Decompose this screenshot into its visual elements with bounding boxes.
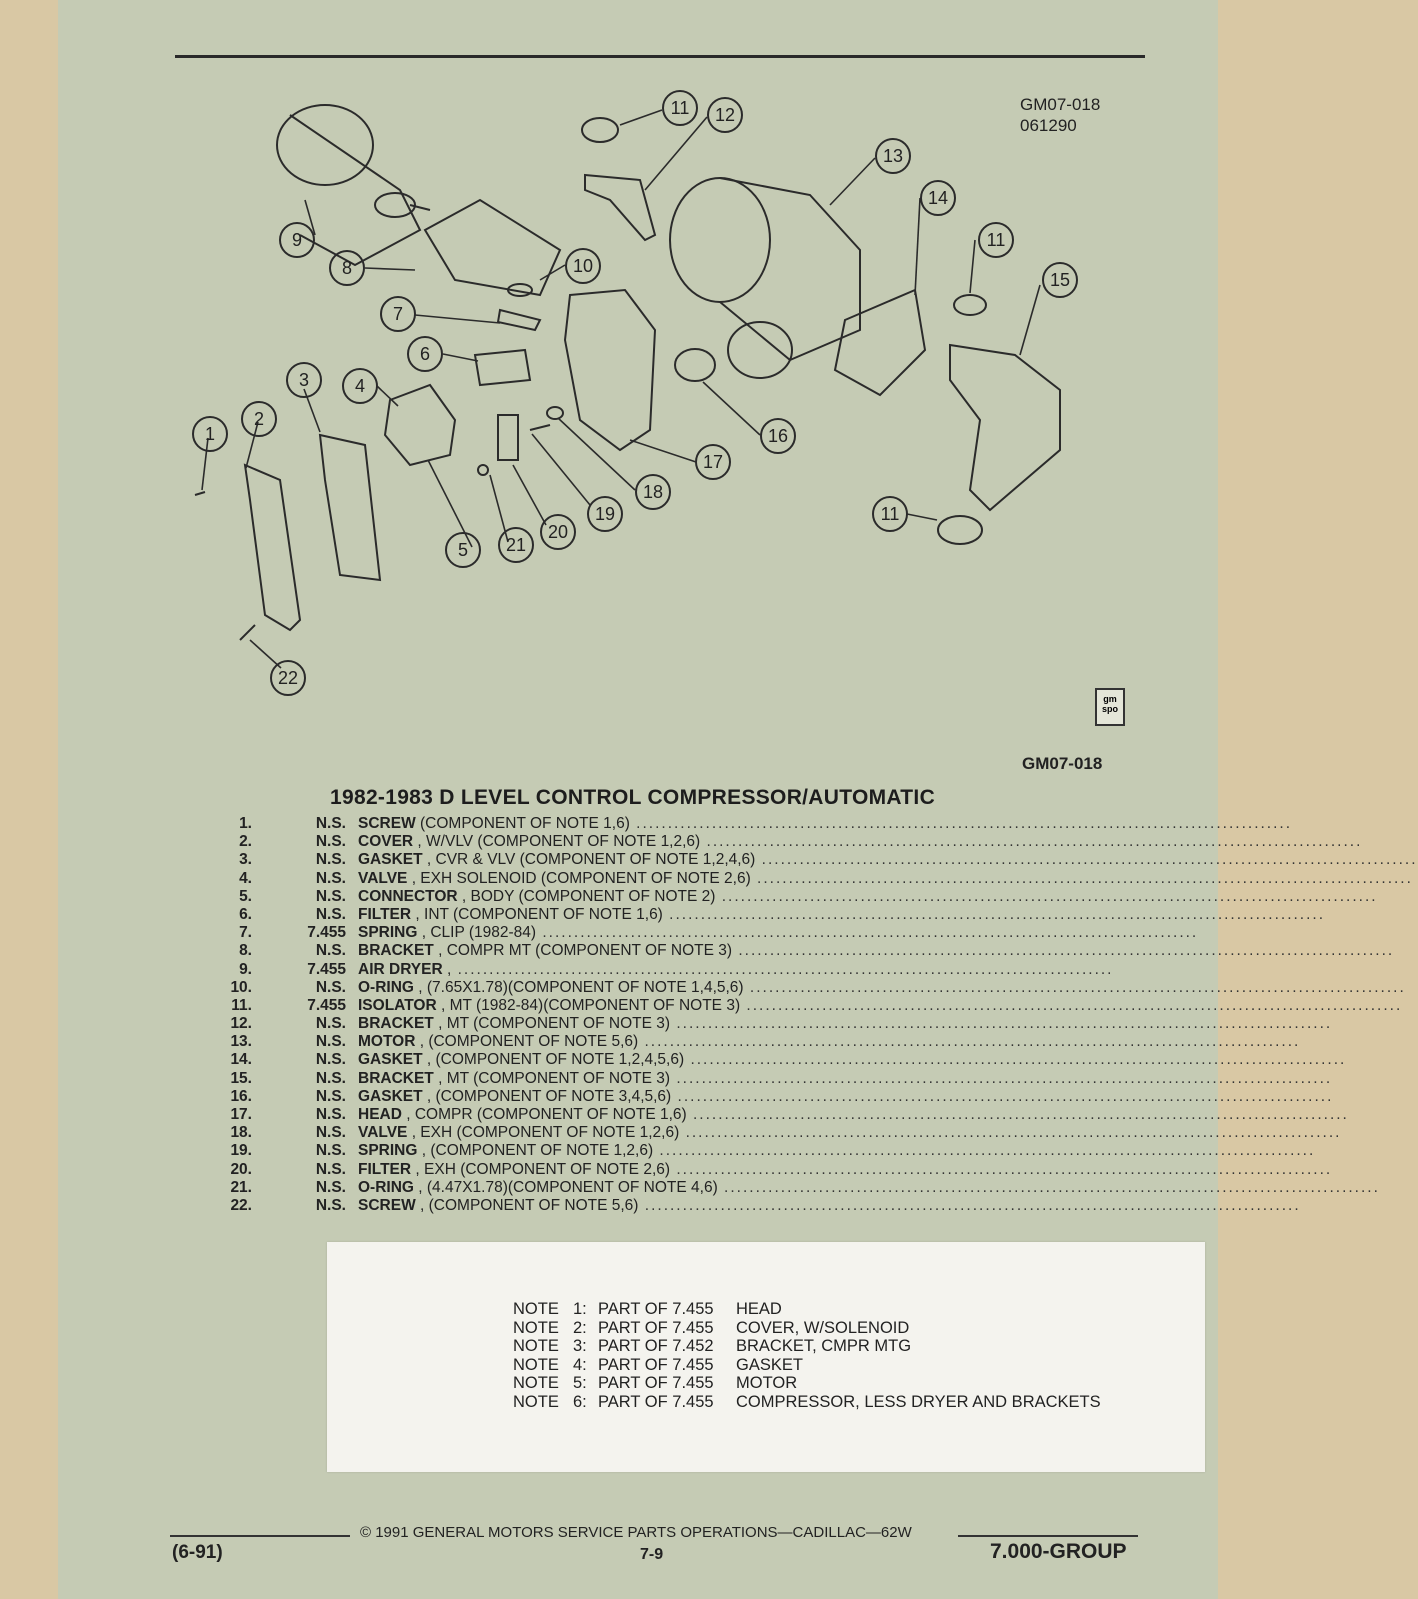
part-name: SCREW [358, 1196, 416, 1214]
part-group: N.S. [315, 1124, 346, 1142]
part-row [218, 978, 1406, 997]
part-row [218, 1178, 1380, 1197]
svg-text:11: 11 [670, 98, 690, 118]
svg-text:11: 11 [986, 230, 1006, 250]
cover-drawing [245, 465, 300, 630]
footer-rule-right [958, 1535, 1138, 1537]
part-number: 7. [239, 924, 252, 942]
note-number: 1: [573, 1300, 587, 1318]
part-group: N.S. [315, 1015, 346, 1033]
callout-15 [1043, 263, 1077, 297]
part-description [358, 942, 1395, 960]
part-name: BRACKET [358, 1069, 434, 1087]
callout-7 [381, 297, 415, 331]
part-description [358, 851, 1418, 869]
part-row [218, 924, 1199, 942]
note-part: PART OF 7.455 [598, 1355, 714, 1374]
oring-21-drawing [478, 465, 488, 475]
svg-text:22: 22 [277, 668, 299, 688]
part-name: SCREW [358, 815, 416, 832]
leader-dots: ........................................................................................................ [715, 887, 1378, 905]
part-detail: , (COMPONENT OF NOTE 5,6) [415, 1033, 639, 1051]
part-row [218, 851, 1418, 869]
callout-11-top [663, 91, 697, 125]
svg-text:21: 21 [505, 535, 527, 555]
leader-dots: ........................................................................................................ [662, 905, 1326, 923]
part-number: 22. [230, 1196, 252, 1214]
part-number: 10. [230, 978, 252, 996]
leader-dots: ........................................................................................................ [732, 942, 1395, 960]
part-group: N.S. [315, 1142, 346, 1160]
part-detail: , (7.65X1.78)(COMPONENT OF NOTE 1,4,5,6) [413, 978, 744, 996]
part-name: GASKET [358, 851, 423, 869]
solenoid-valve-drawing [385, 385, 455, 465]
part-description [358, 1178, 1380, 1197]
callout-13 [876, 139, 910, 173]
svg-text:1: 1 [204, 424, 216, 444]
spring-19-drawing [530, 425, 550, 430]
part-detail: , MT (1982-84)(COMPONENT OF NOTE 3) [436, 996, 741, 1014]
svg-text:10: 10 [572, 256, 594, 276]
gasket-14-drawing [835, 290, 925, 395]
svg-text:9: 9 [291, 230, 303, 250]
part-row [218, 996, 1403, 1015]
leader-dots: ........................................................................................................ [740, 996, 1403, 1014]
callout-2 [242, 402, 276, 436]
callout-10 [566, 249, 600, 283]
part-row [218, 1124, 1342, 1142]
svg-text:4: 4 [354, 376, 366, 396]
svg-text:20: 20 [547, 522, 569, 542]
leader-dots: ........................................................................................................ [679, 1124, 1342, 1142]
part-detail: , (COMPONENT OF NOTE 1,2,4,5,6) [422, 1051, 685, 1069]
part-description [358, 869, 1413, 888]
svg-text:5: 5 [457, 540, 469, 560]
callout-5 [446, 533, 480, 567]
part-name: GASKET [358, 1051, 423, 1069]
part-name: CONNECTOR [358, 887, 458, 905]
part-description [358, 924, 1199, 942]
callout-12 [708, 98, 742, 132]
part-name: BRACKET [358, 1015, 434, 1033]
leader-dots: ........................................................................................................ [686, 1106, 1349, 1123]
part-description [358, 1033, 1301, 1051]
svg-text:6: 6 [419, 344, 431, 364]
notes-list [513, 1300, 1101, 1411]
callout-14 [921, 181, 955, 215]
part-detail: , MT (COMPONENT OF NOTE 3) [433, 1069, 671, 1087]
footer-rule-left [170, 1535, 350, 1537]
part-group: 7.455 [307, 924, 346, 942]
part-description [358, 960, 1114, 979]
callout-18 [636, 475, 670, 509]
leader-dots: ........................................................................................................ [671, 1087, 1334, 1105]
note-row [513, 1356, 1101, 1375]
part-description [358, 905, 1326, 924]
part-number: 5. [239, 887, 252, 905]
note-number: 3: [573, 1337, 587, 1355]
leader-dots: ........................................................................................................ [670, 1069, 1333, 1087]
part-detail: (COMPONENT OF NOTE 1,6) [415, 815, 630, 832]
part-group: N.S. [315, 905, 346, 923]
note-description: HEAD [736, 1300, 782, 1318]
part-name: GASKET [358, 1087, 423, 1105]
leader-dots: ........................................................................................................ [629, 815, 1293, 832]
part-row [218, 833, 1363, 851]
part-detail: , EXH (COMPONENT OF NOTE 1,2,6) [407, 1124, 680, 1142]
part-row [218, 1160, 1333, 1179]
svg-text:17: 17 [702, 452, 724, 472]
isolator-top-drawing [582, 118, 618, 142]
part-name: FILTER [358, 905, 412, 923]
part-group: N.S. [315, 815, 346, 832]
leader-dots: ........................................................................................................ [755, 851, 1418, 869]
part-number: 15. [230, 1069, 252, 1087]
svg-text:13: 13 [882, 146, 904, 166]
isolator-mid-drawing [954, 295, 986, 315]
part-detail: , EXH SOLENOID (COMPONENT OF NOTE 2,6) [407, 869, 751, 887]
part-number: 17. [230, 1106, 252, 1123]
gm-spo-logo: gm spo [1095, 688, 1125, 726]
note-description: GASKET [736, 1355, 803, 1374]
part-group: N.S. [315, 833, 346, 851]
part-group: N.S. [315, 887, 346, 905]
top-rule [175, 55, 1145, 58]
part-name: HEAD [358, 1106, 402, 1123]
svg-text:2: 2 [253, 409, 265, 429]
part-name: O-RING [358, 978, 414, 996]
exploded-parts-diagram [180, 80, 1120, 700]
part-name: VALVE [358, 869, 408, 887]
part-group: N.S. [315, 1051, 346, 1069]
filter-20-drawing [498, 415, 518, 460]
notes-box [327, 1242, 1205, 1472]
leader-dots: ........................................................................................................ [536, 924, 1199, 942]
svg-text:15: 15 [1049, 270, 1071, 290]
part-group: N.S. [315, 978, 346, 996]
part-row [218, 1196, 1301, 1215]
part-detail: , (COMPONENT OF NOTE 5,6) [415, 1196, 639, 1214]
part-number: 12. [230, 1015, 252, 1033]
svg-text:14: 14 [927, 188, 949, 208]
part-number: 6. [239, 905, 252, 923]
part-detail: , COMPR MT (COMPONENT OF NOTE 3) [433, 942, 733, 960]
part-number: 20. [230, 1160, 252, 1178]
part-name: SPRING [358, 924, 418, 942]
callout-21 [499, 528, 533, 562]
part-number: 21. [230, 1178, 252, 1196]
part-group: N.S. [315, 1069, 346, 1087]
part-detail: , BODY (COMPONENT OF NOTE 2) [457, 887, 716, 905]
callout-circles [193, 91, 1077, 695]
leader-dots: ........................................................................................................ [638, 1196, 1301, 1214]
part-group: N.S. [315, 1087, 346, 1105]
note-row [513, 1319, 1101, 1338]
part-row [218, 1142, 1316, 1160]
svg-text:19: 19 [594, 504, 616, 524]
part-description [358, 887, 1378, 906]
part-detail: , CVR & VLV (COMPONENT OF NOTE 1,2,4,6) [422, 851, 756, 869]
part-row [218, 905, 1326, 924]
leader-dots: ........................................................................................................ [717, 1178, 1380, 1196]
callout-11-bottom [873, 497, 907, 531]
part-description [358, 978, 1406, 997]
leader-lines [202, 110, 1040, 668]
note-part: PART OF 7.452 [598, 1337, 714, 1355]
part-number: 11. [231, 996, 252, 1014]
note-description: COMPRESSOR, LESS DRYER AND BRACKETS [736, 1392, 1101, 1411]
part-name: O-RING [358, 1178, 414, 1196]
part-number: 9. [239, 960, 252, 978]
part-detail: , CLIP (1982-84) [417, 924, 537, 942]
part-group: N.S. [315, 851, 346, 869]
note-number: 6: [573, 1392, 587, 1411]
leader-dots: ........................................................................................................ [653, 1142, 1316, 1160]
part-group: 7.455 [307, 960, 346, 978]
svg-text:18: 18 [642, 482, 664, 502]
part-number: 3. [239, 851, 252, 869]
page-title: 1982-1983 D LEVEL CONTROL COMPRESSOR/AUTOMATIC [330, 786, 936, 809]
gasket-16-drawing [675, 349, 715, 381]
parts-list [218, 815, 1418, 1215]
part-description [358, 1087, 1334, 1106]
part-number: 8. [239, 942, 252, 960]
leader-dots: ........................................................................................................ [700, 833, 1363, 851]
part-description [358, 1069, 1333, 1088]
isolator-bottom-drawing [938, 516, 982, 544]
part-description [358, 1160, 1333, 1179]
part-group: N.S. [315, 1196, 346, 1214]
part-number: 14. [230, 1051, 252, 1069]
part-row [218, 869, 1413, 888]
part-detail: , COMPR (COMPONENT OF NOTE 1,6) [401, 1106, 687, 1123]
svg-text:12: 12 [714, 105, 736, 125]
part-detail: , (COMPONENT OF NOTE 1,2,6) [417, 1142, 654, 1160]
part-number: 2. [239, 833, 252, 851]
part-name: VALVE [358, 1124, 408, 1142]
valve-18-drawing [547, 407, 563, 419]
part-row [218, 1069, 1333, 1088]
part-name: COVER [358, 833, 414, 851]
part-detail: , (4.47X1.78)(COMPONENT OF NOTE 4,6) [413, 1178, 718, 1196]
part-group: N.S. [315, 1106, 346, 1123]
note-row [513, 1374, 1101, 1393]
part-number: 1. [239, 815, 252, 832]
spring-clip-drawing [498, 310, 540, 330]
part-name: BRACKET [358, 942, 434, 960]
reference-date: 061290 [1020, 116, 1077, 135]
part-description [358, 1051, 1347, 1069]
part-name: MOTOR [358, 1033, 416, 1051]
part-description [358, 1124, 1342, 1142]
motor-drawing [670, 178, 860, 378]
note-part: PART OF 7.455 [598, 1392, 714, 1411]
part-group: 7.455 [307, 996, 346, 1014]
part-detail: , (COMPONENT OF NOTE 3,4,5,6) [422, 1087, 672, 1105]
callout-11-mid [979, 223, 1013, 257]
callout-16 [761, 419, 795, 453]
part-group: N.S. [315, 1178, 346, 1196]
filter-6-drawing [475, 350, 530, 385]
note-label: NOTE [513, 1300, 559, 1318]
callout-19 [588, 497, 622, 531]
note-part: PART OF 7.455 [598, 1318, 714, 1337]
callout-20 [541, 515, 575, 549]
leader-dots: ........................................................................................................ [743, 978, 1406, 996]
part-name: ISOLATOR [358, 996, 437, 1014]
part-group: N.S. [315, 1160, 346, 1178]
part-detail: , MT (COMPONENT OF NOTE 3) [433, 1015, 671, 1033]
callout-6 [408, 337, 442, 371]
svg-text:16: 16 [767, 426, 789, 446]
note-description: MOTOR [736, 1374, 798, 1392]
part-group: N.S. [315, 942, 346, 960]
part-name: AIR DRYER [358, 960, 443, 978]
part-row [218, 1015, 1333, 1033]
part-description [358, 1142, 1316, 1160]
note-label: NOTE [513, 1337, 559, 1355]
part-row [218, 1033, 1301, 1051]
part-row [218, 960, 1114, 979]
note-row [513, 1300, 1101, 1319]
footer-group: 7.000-GROUP [990, 1540, 1127, 1563]
part-description [358, 833, 1363, 851]
svg-text:7: 7 [392, 304, 404, 324]
note-number: 2: [573, 1318, 587, 1337]
note-label: NOTE [513, 1392, 559, 1411]
part-row [218, 1087, 1334, 1106]
note-number: 4: [573, 1355, 587, 1374]
note-description: COVER, W/SOLENOID [736, 1318, 910, 1337]
svg-text:11: 11 [880, 504, 900, 524]
part-description [358, 1015, 1333, 1033]
footer-copyright: © 1991 GENERAL MOTORS SERVICE PARTS OPERATIONS—CADILLAC—62W [360, 1524, 912, 1541]
screws-drawing [195, 492, 255, 640]
callout-4 [343, 369, 377, 403]
part-number: 18. [230, 1124, 252, 1142]
part-detail: , W/VLV (COMPONENT OF NOTE 1,2,6) [413, 833, 701, 851]
note-label: NOTE [513, 1374, 559, 1392]
part-detail: , [442, 960, 452, 978]
note-row [513, 1393, 1101, 1412]
callout-22 [271, 661, 305, 695]
leader-dots: ........................................................................................................ [670, 1160, 1333, 1178]
note-part: PART OF 7.455 [598, 1374, 714, 1392]
head-drawing [565, 290, 655, 450]
part-number: 19. [230, 1142, 252, 1160]
note-label: NOTE [513, 1318, 559, 1337]
callout-3 [287, 363, 321, 397]
part-name: FILTER [358, 1160, 412, 1178]
reference-code-bottom: GM07-018 [1022, 754, 1103, 773]
callout-8 [330, 251, 364, 285]
callout-1 [193, 417, 227, 451]
callout-17 [696, 445, 730, 479]
part-description [358, 1106, 1349, 1124]
gasket-3-drawing [320, 435, 380, 580]
part-detail: , INT (COMPONENT OF NOTE 1,6) [411, 905, 663, 923]
part-row [218, 815, 1293, 833]
note-description: BRACKET, CMPR MTG [736, 1337, 912, 1355]
leader-dots: ........................................................................................................ [638, 1033, 1301, 1051]
part-row [218, 887, 1378, 906]
part-description [358, 1196, 1301, 1215]
footer-date: (6-91) [172, 1542, 223, 1563]
part-name: SPRING [358, 1142, 418, 1160]
note-label: NOTE [513, 1355, 559, 1374]
part-group: N.S. [315, 869, 346, 887]
part-description [358, 815, 1293, 833]
part-row [218, 942, 1395, 960]
leader-dots: ........................................................................................................ [451, 960, 1114, 978]
svg-text:8: 8 [341, 258, 353, 278]
reference-code: GM07-018 [1020, 95, 1101, 114]
leader-dots: ........................................................................................................ [670, 1015, 1333, 1033]
bracket-15-drawing [950, 345, 1060, 510]
svg-text:3: 3 [298, 370, 310, 390]
part-row [218, 1106, 1349, 1124]
part-group: N.S. [315, 1033, 346, 1051]
note-number: 5: [573, 1374, 587, 1392]
note-row [513, 1337, 1101, 1356]
footer-page-number: 7-9 [640, 1546, 664, 1563]
part-number: 4. [239, 869, 252, 887]
part-number: 16. [230, 1087, 252, 1105]
part-number: 13. [230, 1033, 252, 1051]
bracket-8-drawing [425, 200, 560, 295]
bracket-12-drawing [585, 175, 655, 240]
part-description [358, 996, 1403, 1015]
note-part: PART OF 7.455 [598, 1300, 714, 1318]
part-row [218, 1051, 1347, 1069]
leader-dots: ........................................................................................................ [750, 869, 1413, 887]
leader-dots: ........................................................................................................ [684, 1051, 1347, 1069]
part-detail: , EXH (COMPONENT OF NOTE 2,6) [411, 1160, 671, 1178]
